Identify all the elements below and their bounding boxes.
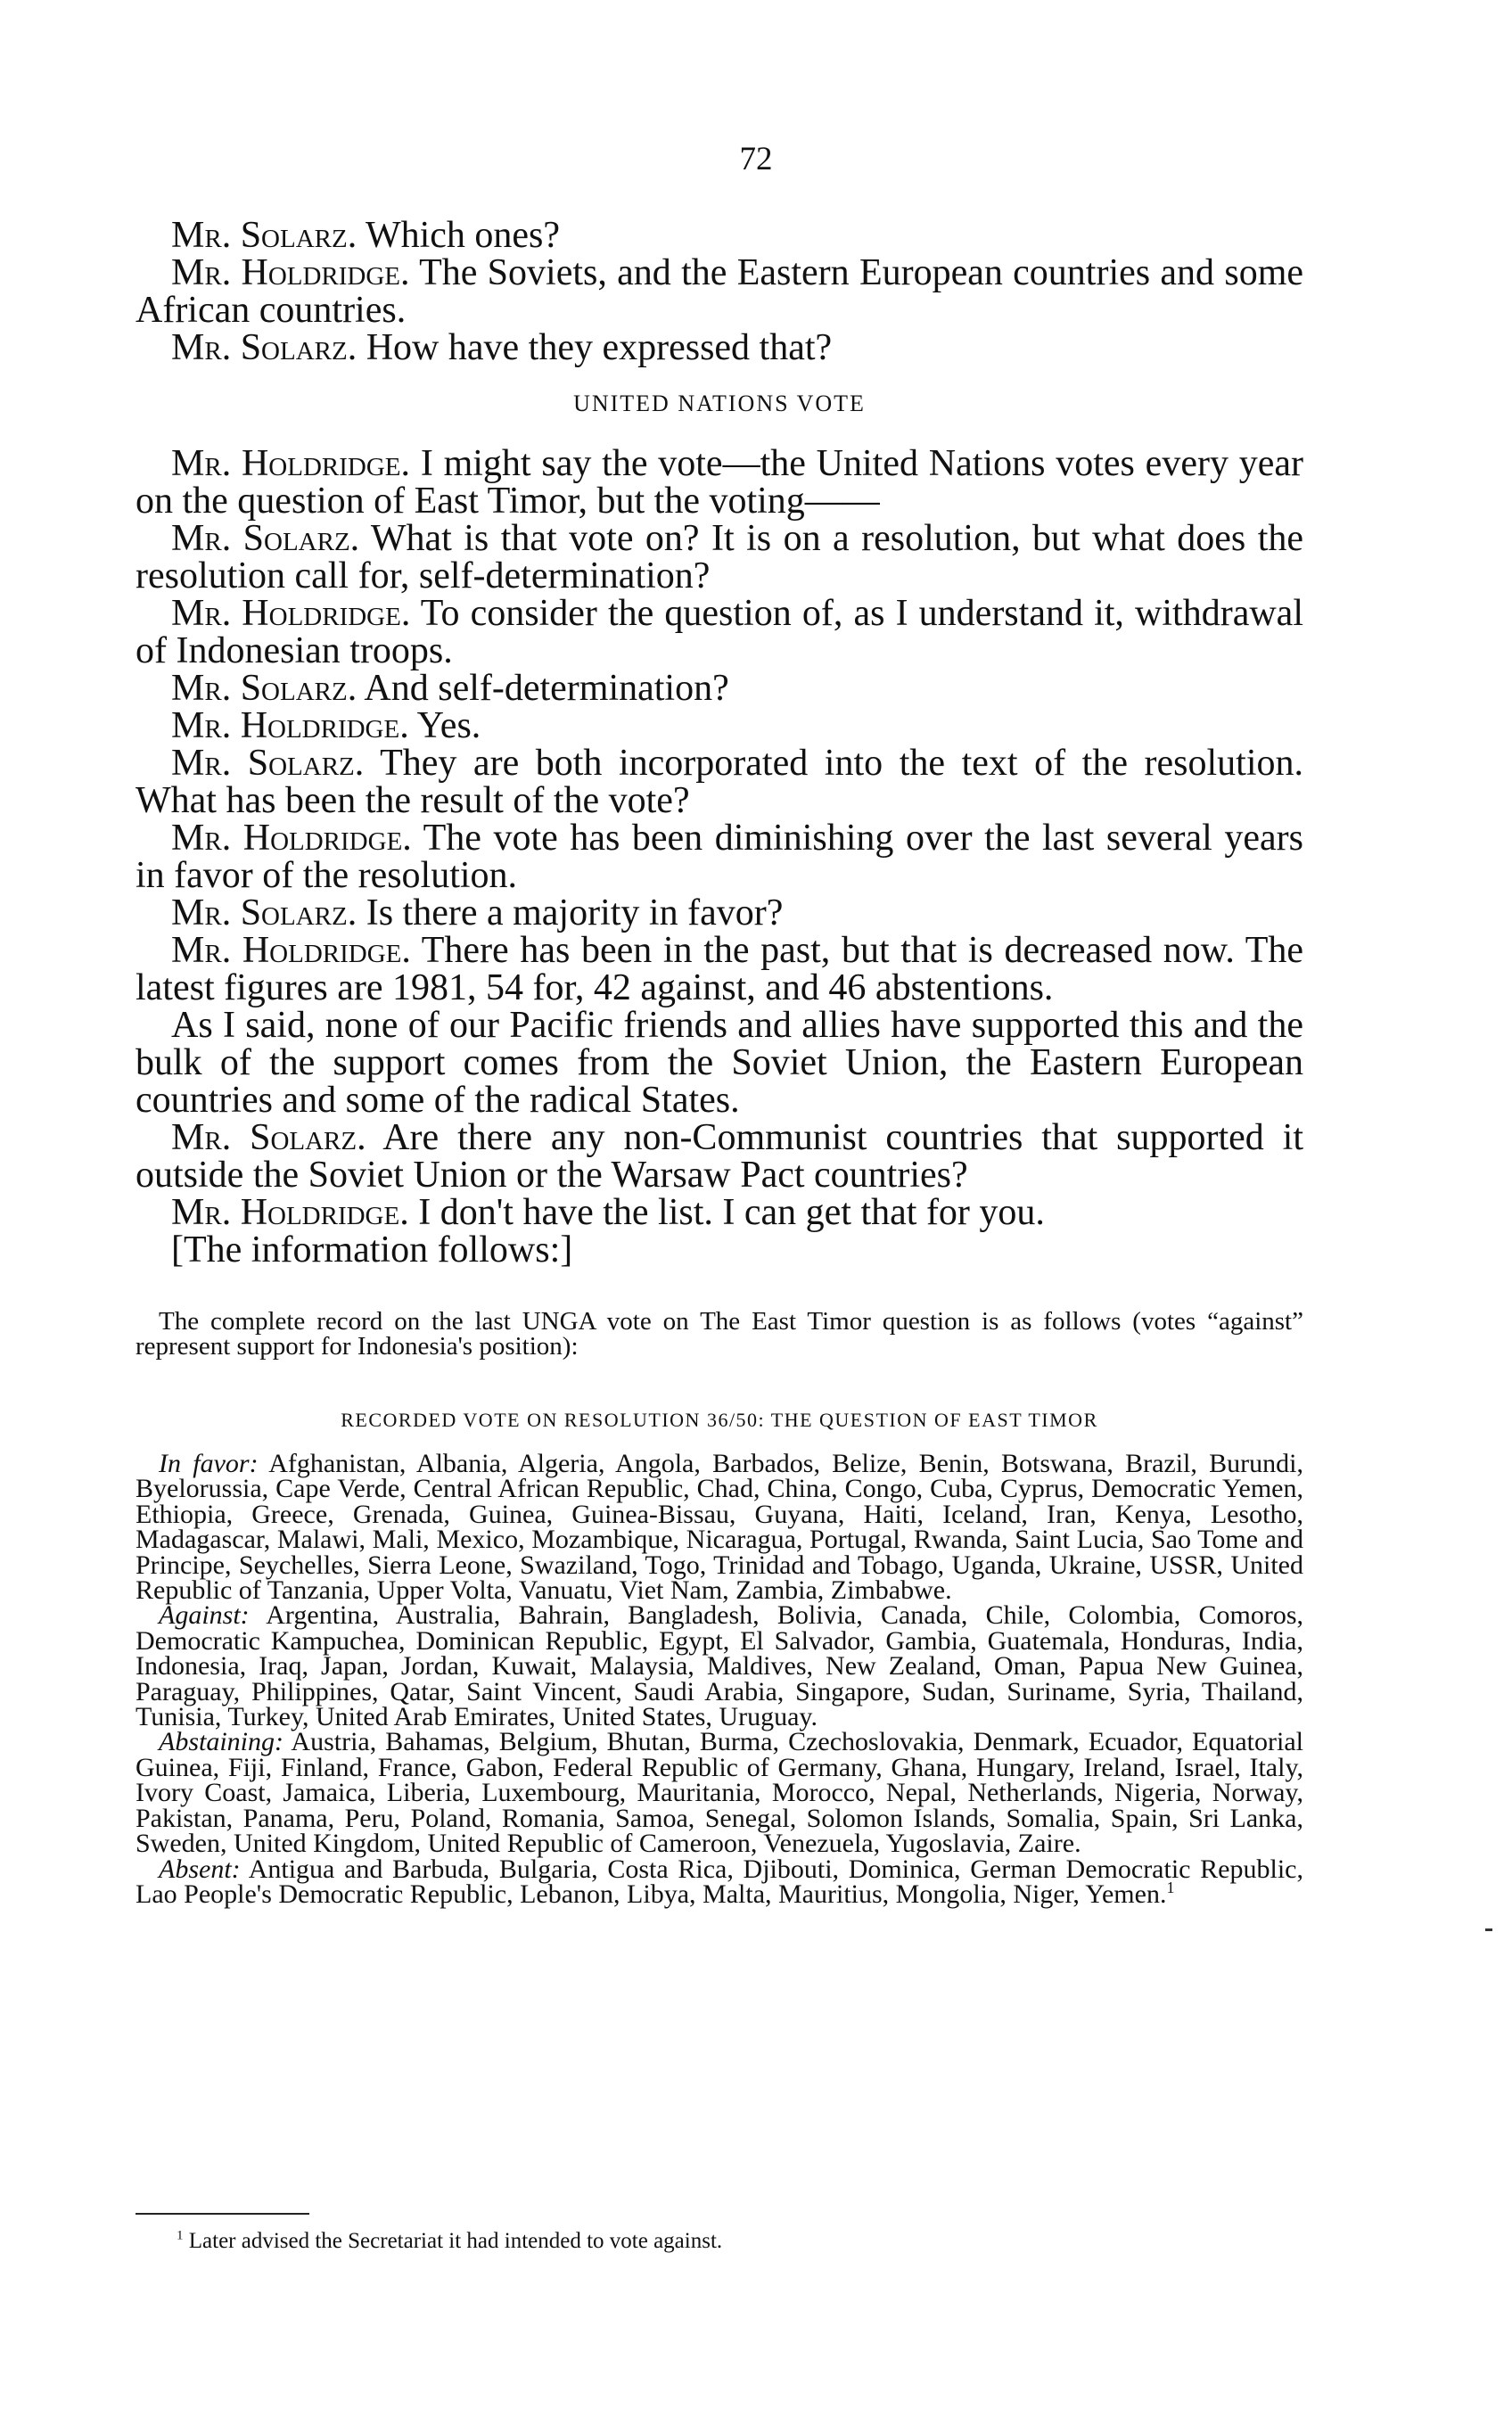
speech-text: The vote has been diminishing over the last several years in favor of the resolution. bbox=[136, 818, 1303, 896]
speech-text: [The information follows:] bbox=[171, 1229, 573, 1270]
speech-text: Yes. bbox=[416, 705, 481, 746]
vote-label: Absent: bbox=[159, 1854, 241, 1884]
speech-text: I might say the vote—the United Nations votes every year on the question of East Timor, but the voting—— bbox=[136, 443, 1304, 522]
vote-record bbox=[136, 1451, 1303, 1907]
speaker-name: Mr. Holdridge. bbox=[171, 818, 412, 859]
speaker-name: Mr. Solarz. bbox=[171, 327, 357, 368]
transcript-paragraph bbox=[136, 445, 1303, 520]
speech-text: To consider the question of, as I understand it, withdrawal of Indonesian troops. bbox=[136, 593, 1303, 671]
speaker-name: Mr. Holdridge. bbox=[171, 1192, 409, 1233]
speech-text: Is there a majority in favor? bbox=[366, 892, 784, 933]
country-list: Austria, Bahamas, Belgium, Bhutan, Burma, Czechoslovakia, Denmark, Ecuador, Equatorial Guinea, Fiji, Finland, France, Gabon, Federal Republic of Germany, Ghana, Hungary, Ireland, Israel, Italy, Ivory Coast, Jamaica, Liberia, Luxembourg, Mauritania, Morocco, Nepal, Netherlands, Nigeria, Norway, Pakistan, Panama, Peru, Poland, Romania, Samoa, Senegal, Solomon Islands, Somalia, Spain, Sri Lanka, Sweden, United Kingdom, United Republic of Cameroon, Venezuela, Yugoslavia, Zaire. bbox=[136, 1727, 1303, 1859]
country-list: Antigua and Barbuda, Bulgaria, Costa Rica, Djibouti, Dominica, German Democratic Republic, Lao People's Democratic Republic, Lebanon, Libya, Malta, Mauritius, Mongolia, Niger, Yemen. bbox=[136, 1854, 1303, 1909]
speaker-name: Mr. Solarz. bbox=[171, 892, 357, 933]
speech-text: The Soviets, and the Eastern European countries and some African countries. bbox=[136, 252, 1304, 331]
transcript-paragraph bbox=[136, 670, 1303, 707]
transcript-paragraph bbox=[136, 707, 1303, 744]
footnote-marker: 1 bbox=[177, 2228, 184, 2243]
speech-text: I don't have the list. I can get that for you. bbox=[418, 1192, 1045, 1233]
transcript-paragraph bbox=[136, 520, 1303, 595]
speaker-name: Mr. Holdridge. bbox=[171, 705, 409, 746]
speech-text: Which ones? bbox=[365, 215, 561, 256]
speaker-name: Mr. Holdridge. bbox=[171, 593, 411, 634]
transcript-paragraph bbox=[136, 744, 1303, 819]
speaker-name: Mr. Holdridge. bbox=[171, 252, 410, 293]
speaker-name: Mr. Solarz. bbox=[171, 518, 360, 559]
speech-text: What is that vote on? It is on a resolution, but what does the resolution call for, self-determination? bbox=[136, 518, 1304, 596]
speech-text: They are both incorporated into the text of the resolution. What has been the result of the vote? bbox=[136, 743, 1304, 821]
margin-mark bbox=[1485, 1928, 1492, 1931]
transcript-paragraph bbox=[136, 595, 1303, 670]
vote-label: In favor: bbox=[159, 1449, 259, 1478]
footnote-reference: 1 bbox=[1166, 1878, 1175, 1896]
speech-text: And self-determination? bbox=[364, 668, 729, 709]
country-list: Afghanistan, Albania, Algeria, Angola, Barbados, Belize, Benin, Botswana, Brazil, Burundi, Byelorussia, Cape Verde, Central African Republic, Chad, China, Congo, Cuba, Cyprus, Democratic Yemen, Ethiopia, Greece, Grenada, Guinea, Guinea-Bissau, Guyana, Haiti, Iceland, Iran, Kenya, Lesotho, Madagascar, Malawi, Mali, Mexico, Mozambique, Nicaragua, Portugal, Rwanda, Saint Lucia, Sao Tome and Principe, Seychelles, Sierra Leone, Swaziland, Togo, Trinidad and Tobago, Uganda, Ukraine, USSR, United Republic of Tanzania, Upper Volta, Vanuatu, Viet Nam, Zambia, Zimbabwe. bbox=[136, 1449, 1303, 1606]
transcript-paragraph bbox=[136, 1194, 1303, 1231]
transcript-body bbox=[136, 217, 1303, 1269]
record-intro: The complete record on the last UNGA vote on The East Timor question is as follows (votes “against” represent support for Indonesia's position): bbox=[136, 1307, 1303, 1361]
footnote bbox=[136, 2229, 1303, 2254]
footnote-divider bbox=[136, 2213, 309, 2215]
speech-text: There has been in the past, but that is decreased now. The latest figures are 1981, 54 for, 42 against, and 46 abstentions. bbox=[136, 930, 1304, 1008]
page-number: 72 bbox=[739, 141, 773, 177]
speaker-name: Mr. Solarz. bbox=[171, 668, 357, 709]
speaker-name: Mr. Solarz. bbox=[171, 1117, 366, 1158]
country-list: Argentina, Australia, Bahrain, Bangladesh, Bolivia, Canada, Chile, Colombia, Comoros, Democratic Kampuchea, Dominican Republic, Egypt, El Salvador, Gambia, Guatemala, Honduras, India, Indonesia, Iraq, Japan, Jordan, Kuwait, Malaysia, Maldives, New Zealand, Oman, Papua New Guinea, Paraguay, Philippines, Qatar, Saint Vincent, Saudi Arabia, Singapore, Sudan, Suriname, Syria, Thailand, Tunisia, Turkey, United Arab Emirates, United States, Uruguay. bbox=[136, 1600, 1303, 1732]
transcript-paragraph bbox=[136, 329, 1303, 366]
vote-abstaining bbox=[136, 1727, 1303, 1859]
transcript-paragraph bbox=[136, 254, 1303, 329]
vote-against bbox=[136, 1600, 1303, 1732]
vote-in-favor bbox=[136, 1449, 1303, 1606]
speaker-name: Mr. Solarz. bbox=[171, 215, 357, 256]
transcript-paragraph bbox=[136, 1119, 1303, 1194]
transcript-paragraph bbox=[136, 932, 1303, 1007]
section-heading: UNITED NATIONS VOTE bbox=[573, 391, 866, 416]
speaker-name: Mr. Holdridge. bbox=[171, 443, 411, 484]
transcript-paragraph bbox=[136, 894, 1303, 932]
transcript-paragraph bbox=[136, 1007, 1303, 1119]
speech-text: Are there any non-Communist countries that supported it outside the Soviet Union or the Warsaw Pact countries? bbox=[136, 1117, 1303, 1196]
vote-absent bbox=[136, 1854, 1303, 1909]
speaker-name: Mr. Holdridge. bbox=[171, 930, 411, 971]
transcript-paragraph bbox=[136, 819, 1303, 894]
vote-label: Against: bbox=[159, 1600, 250, 1631]
transcript-paragraph bbox=[136, 217, 1303, 254]
speech-text: As I said, none of our Pacific friends and allies have supported this and the bulk of the support comes from the Soviet Union, the Eastern European countries and some of the radical States. bbox=[136, 1005, 1303, 1121]
speech-text: How have they expressed that? bbox=[366, 327, 833, 368]
vote-heading: RECORDED VOTE ON RESOLUTION 36/50: THE QUESTION OF EAST TIMOR bbox=[341, 1409, 1098, 1431]
footnote-text: Later advised the Secretariat it had intended to vote against. bbox=[188, 2229, 723, 2253]
vote-label: Abstaining: bbox=[159, 1727, 284, 1757]
transcript-paragraph bbox=[136, 1231, 1303, 1269]
speaker-name: Mr. Solarz. bbox=[171, 743, 365, 784]
